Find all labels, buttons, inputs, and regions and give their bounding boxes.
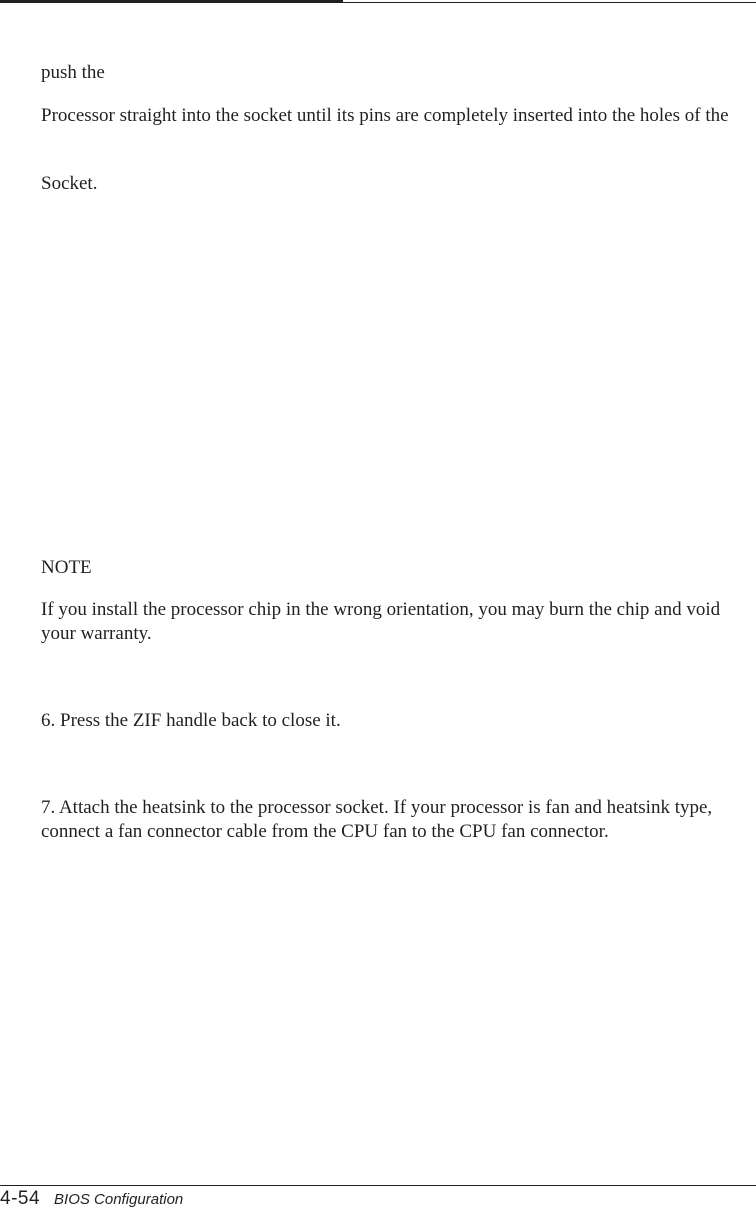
header-rule-thin [343, 2, 756, 3]
note-heading: NOTE [41, 557, 92, 578]
paragraph-socket: Socket. [41, 173, 98, 194]
note-text: If you install the processor chip in the wrong orientation, you may burn the chip and void your warranty. [41, 599, 721, 644]
paragraph-processor-insert: Processor straight into the socket until its pins are completely inserted into the holes of the [41, 105, 729, 126]
header-rule-thick [0, 0, 343, 3]
section-title: BIOS Configuration [54, 1191, 184, 1208]
page-footer [0, 1188, 183, 1210]
footer-rule [0, 1185, 756, 1186]
step-7-text: 7. Attach the heatsink to the processor socket. If your processor is fan and heatsink type, connect a fan connector cable from the CPU fan to the CPU fan connector. [41, 797, 713, 842]
step-6-text: 6. Press the ZIF handle back to close it. [41, 710, 341, 731]
paragraph-push-the: push the [41, 62, 105, 83]
page-number: 4-54 [0, 1188, 41, 1209]
